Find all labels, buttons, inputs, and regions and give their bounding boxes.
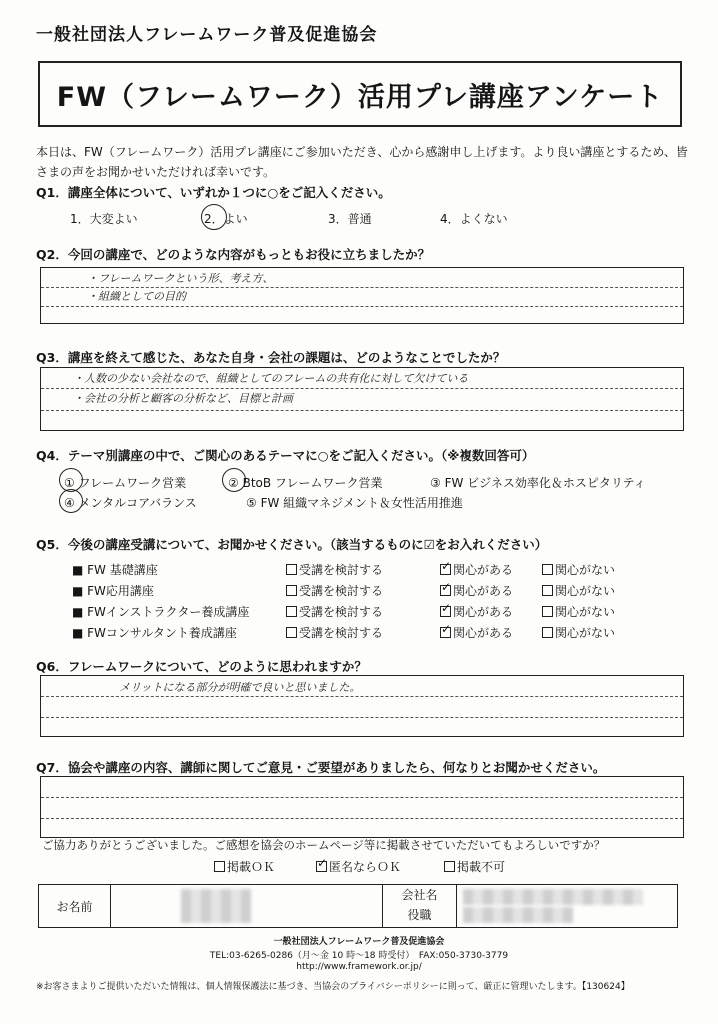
consent-question: ご協力ありがとうございました。ご感想を協会のホームページ等に掲載させていただいてもよろしいですか？ <box>42 838 606 852</box>
signature-box <box>38 884 678 928</box>
footer-org: 一般社団法人フレームワーク普及促進協会 <box>273 937 445 947</box>
q6-answer-area[interactable] <box>40 675 684 737</box>
survey-title-box <box>38 61 682 127</box>
q5-row1-interested[interactable]: ✓関心がある <box>440 561 513 578</box>
footer-contact: TEL:03-6265-0286（月～金 10 時～18 時受付） FAX:050-3730-3779 <box>209 951 509 961</box>
q5-row1-consider[interactable]: 受講を検討する <box>286 561 383 578</box>
q1-selected-circle <box>201 204 227 230</box>
q1-option-2[interactable]: 2．よい <box>204 212 248 226</box>
name-field[interactable] <box>111 885 383 927</box>
q4-theme-4[interactable]: ④ メンタルコアバランス <box>64 496 197 510</box>
q3-answer-1: ・人数の少ない会社なので、組織としてのフレームの共有化に対して欠けている <box>73 372 469 385</box>
redacted-company <box>463 889 643 905</box>
consent-ok[interactable]: 掲載ＯＫ <box>214 858 275 875</box>
q2-question: Q2．今回の講座で、どのような内容がもっともお役に立ちましたか？ <box>36 247 431 262</box>
q5-question: Q5．今後の講座受講について、お聞かせください。（該当するものに☑をお入れください） <box>36 537 548 552</box>
redacted-name <box>181 889 251 923</box>
q7-answer-area[interactable] <box>40 776 684 838</box>
q3-question: Q3．講座を終えて感じた、あなた自身・会社の課題は、どのようなことでしたか？ <box>36 350 506 365</box>
consent-anonymous[interactable]: ✓ 匿名ならＯＫ <box>316 858 401 875</box>
q5-row4-not-interested[interactable]: 関心がない <box>542 624 615 641</box>
q5-row3-interested[interactable]: ✓関心がある <box>440 603 513 620</box>
q5-row2-consider[interactable]: 受講を検討する <box>286 582 383 599</box>
q5-course-3: ■ FWインストラクター養成講座 <box>72 605 250 619</box>
organization-name: 一般社団法人フレームワーク普及促進協会 <box>36 25 378 45</box>
q5-row4-consider[interactable]: 受講を検討する <box>286 624 383 641</box>
q5-row2-interested[interactable]: ✓関心がある <box>440 582 513 599</box>
q1-option-4[interactable]: 4．よくない <box>440 212 508 226</box>
q2-answer-1: ・フレームワークという形、考え方、 <box>87 272 274 285</box>
q5-row1-not-interested[interactable]: 関心がない <box>542 561 615 578</box>
consent-no[interactable]: 掲載不可 <box>444 858 505 875</box>
q4-theme-3[interactable]: ③ FW ビジネス効率化＆ホスピタリティ <box>430 476 646 490</box>
q1-question: Q1．講座全体について、いずれか１つに○をご記入ください。 <box>36 185 391 200</box>
footer-url[interactable]: http://www.framework.or.jp/ <box>296 962 422 972</box>
q5-course-2: ■ FW応用講座 <box>72 584 154 598</box>
name-label: お名前 <box>39 885 111 927</box>
company-field[interactable] <box>457 885 677 927</box>
q4-theme-2[interactable]: ② BtoB フレームワーク営業 <box>228 476 383 490</box>
q5-row3-consider[interactable]: 受講を検討する <box>286 603 383 620</box>
q7-question: Q7．協会や講座の内容、講師に関してご意見・ご要望がありましたら、何なりとお聞かせください。 <box>36 760 606 775</box>
q6-question: Q6．フレームワークについて、どのように思われますか？ <box>36 659 367 674</box>
q2-answer-2: ・組織としての目的 <box>87 290 186 303</box>
company-position-labels <box>383 885 457 927</box>
q5-course-1: ■ FW 基礎講座 <box>72 563 158 577</box>
q4-theme-5[interactable]: ⑤ FW 組織マネジメント＆女性活用推進 <box>246 496 463 510</box>
q4-theme-1[interactable]: ① フレームワーク営業 <box>64 476 187 490</box>
redacted-position <box>463 907 573 923</box>
q5-row2-not-interested[interactable]: 関心がない <box>542 582 615 599</box>
q4-question: Q4．テーマ別講座の中で、ご関心のあるテーマに○をご記入ください。（※複数回答可） <box>36 448 535 463</box>
q4-circle-2 <box>222 468 246 492</box>
privacy-note: ※お客さまよりご提供いただいた情報は、個人情報保護法に基づき、当協会のプライバシーポリシーに則って、厳正に管理いたします。【130624】 <box>36 982 630 992</box>
q5-row3-not-interested[interactable]: 関心がない <box>542 603 615 620</box>
q5-course-4: ■ FWコンサルタント養成講座 <box>72 626 237 640</box>
q2-answer-area[interactable] <box>40 267 684 324</box>
company-label: 会社名 <box>401 888 438 902</box>
position-label: 役職 <box>407 908 432 922</box>
q3-answer-2: ・会社の分析と顧客の分析など、目標と計画 <box>73 392 293 405</box>
q6-answer-1: メリットになる部分が明確で良いと思いました。 <box>119 681 361 694</box>
intro-text: 本日は、FW（フレームワーク）活用プレ講座にご参加いただき、心から感謝申し上げます。より良い講座とするため、皆さまの声をお聞かせいただければ幸いです。 <box>36 145 688 179</box>
q1-option-1[interactable]: 1．大変よい <box>70 212 138 226</box>
survey-title: FW（フレームワーク）活用プレ講座アンケート <box>56 81 664 113</box>
q4-circle-4 <box>59 489 83 513</box>
q3-answer-area[interactable] <box>40 367 684 431</box>
q1-option-3[interactable]: 3．普通 <box>328 212 372 226</box>
q5-row4-interested[interactable]: ✓関心がある <box>440 624 513 641</box>
